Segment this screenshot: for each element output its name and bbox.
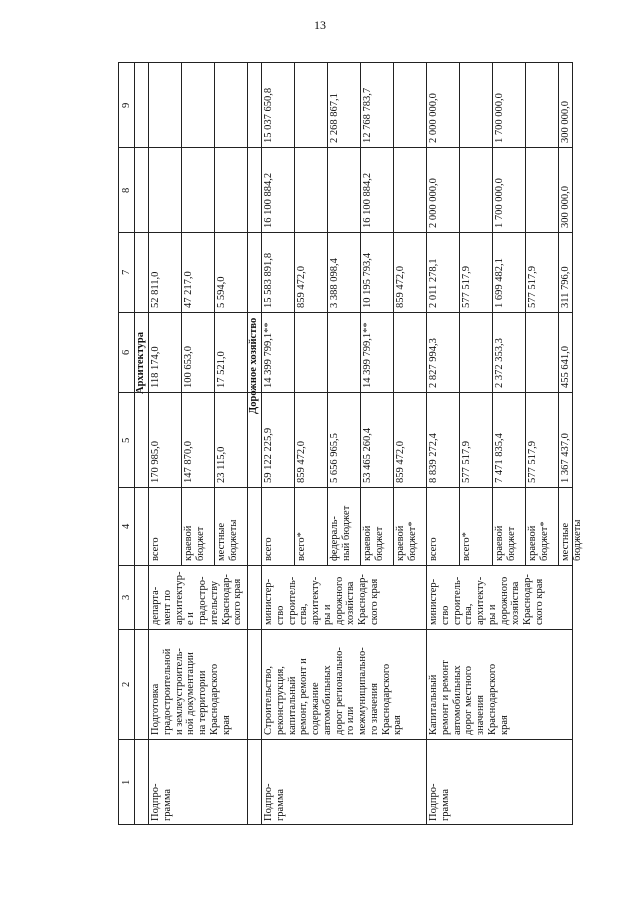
cell-c7: 47 217,0 (183, 271, 194, 308)
cell-c7: 2 011 278,1 (428, 258, 439, 308)
cell-c7: 577 517,9 (461, 266, 472, 308)
column-header-8: 8 (121, 187, 132, 193)
row-col1: Подпро- грамма (428, 783, 451, 821)
cell-c6: 14 399 799,1** (263, 322, 274, 388)
cell-c9: 15 037 650,8 (263, 87, 274, 143)
row-col2: Капитальный ремонт и ремонт автомобильных дорог местного значения Краснодарского края (428, 660, 510, 735)
sub-row-divider (327, 62, 328, 565)
cell-c5: 147 870,0 (183, 441, 194, 483)
column-header-7: 7 (121, 269, 132, 275)
column-header-6: 6 (121, 349, 132, 355)
cell-c5: 5 656 965,5 (329, 433, 340, 483)
cell-c9: 2 268 867,1 (329, 93, 340, 143)
sub-row-divider (294, 62, 295, 565)
section-title: Дорожное хозяйство (248, 317, 259, 414)
sub-row-divider (492, 62, 493, 565)
column-divider (118, 232, 573, 233)
cell-c4: всего* (461, 532, 472, 561)
column-header-9: 9 (121, 102, 132, 108)
cell-c7: 859 472,0 (296, 266, 307, 308)
cell-c7: 10 195 793,4 (362, 252, 373, 308)
section-divider (148, 62, 149, 825)
cell-c7: 15 583 891,8 (263, 252, 274, 308)
sub-row-divider (459, 62, 460, 565)
cell-c8: 16 100 884,2 (362, 172, 373, 228)
cell-c8: 2 000 000,0 (428, 178, 439, 228)
row-col3: департа- мент по архитектур- е и градостро- ительству Краснодар- ского края (150, 571, 244, 625)
row-col3: министер- ство строитель- ства, архитекту- ры и дорожного хозяйства Краснодар- ского края (428, 574, 545, 625)
cell-c8: 16 100 884,2 (263, 172, 274, 228)
sub-row-divider (360, 62, 361, 565)
cell-c4: местные бюджеты (560, 519, 583, 561)
cell-c5: 53 465 260,4 (362, 427, 373, 483)
row-col3: министер- ство строитель- ства, архитекту- ры и дорожного хозяйства Краснодар- ского края (263, 574, 380, 625)
cell-c4: федераль- ный бюджет (329, 505, 352, 561)
column-divider (118, 487, 573, 488)
cell-c6: 2 827 994,3 (428, 338, 439, 388)
column-header-1: 1 (121, 779, 132, 785)
cell-c4: всего (428, 537, 439, 561)
cell-c4: краевой бюджет (362, 525, 385, 561)
column-header-5: 5 (121, 437, 132, 443)
cell-c6: 2 372 353,3 (494, 338, 505, 388)
row-divider (247, 62, 248, 825)
cell-c5: 8 839 272,4 (428, 433, 439, 483)
cell-c7: 52 811,0 (150, 271, 161, 308)
column-divider (118, 739, 573, 740)
section-divider (261, 62, 262, 825)
cell-c4: всего* (296, 532, 307, 561)
cell-c4: краевой бюджет* (527, 521, 550, 561)
cell-c7: 3 388 098,4 (329, 258, 340, 308)
cell-c7: 859 472,0 (395, 266, 406, 308)
cell-c6: 455 641,0 (560, 346, 571, 388)
cell-c8: 300 000,0 (560, 186, 571, 228)
cell-c5: 859 472,0 (395, 441, 406, 483)
row-col2: Строительство, реконструкция, капитальный ремонт, ремонт и содержание автомобильных дорог регионально- го или межмуниципально- го значения Краснодарского края (263, 647, 404, 735)
sub-row-divider (558, 62, 559, 565)
cell-c5: 1 367 437,0 (560, 433, 571, 483)
cell-c9: 12 768 783,7 (362, 87, 373, 143)
cell-c6: 118 174,0 (150, 346, 161, 388)
sub-row-divider (393, 62, 394, 565)
cell-c4: краевой бюджет* (395, 521, 418, 561)
row-col2: Подготовка градостроительной и землеустроитель- ной документации на территории Краснодарского края (150, 648, 232, 735)
header-divider (134, 62, 135, 825)
column-header-2: 2 (121, 681, 132, 687)
row-col1: Подпро- грамма (150, 783, 173, 821)
column-divider (118, 392, 573, 393)
column-divider (118, 565, 573, 566)
cell-c4: всего (263, 537, 274, 561)
cell-c4: местные бюджеты (216, 519, 239, 561)
cell-c7: 5 594,0 (216, 276, 227, 308)
cell-c7: 311 796,0 (560, 266, 571, 308)
cell-c4: краевой бюджет (494, 525, 517, 561)
page-number: 13 (314, 18, 326, 32)
cell-c7: 577 517,9 (527, 266, 538, 308)
cell-c6: 100 653,0 (183, 346, 194, 388)
section-title: Архитектура (135, 331, 146, 394)
cell-c5: 23 115,0 (216, 446, 227, 483)
row-col1: Подпро- грамма (263, 783, 286, 821)
column-divider (118, 147, 573, 148)
column-divider (118, 312, 573, 313)
cell-c5: 59 122 225,9 (263, 427, 274, 483)
cell-c7: 1 699 482,1 (494, 258, 505, 308)
cell-c4: всего (150, 537, 161, 561)
sub-row-divider (214, 62, 215, 565)
cell-c5: 859 472,0 (296, 441, 307, 483)
cell-c5: 170 985,0 (150, 441, 161, 483)
column-header-4: 4 (121, 523, 132, 529)
cell-c5: 7 471 835,4 (494, 433, 505, 483)
cell-c9: 300 000,0 (560, 101, 571, 143)
cell-c4: краевой бюджет (183, 525, 206, 561)
cell-c8: 1 700 000,0 (494, 178, 505, 228)
cell-c5: 577 517,9 (461, 441, 472, 483)
cell-c6: 14 399 799,1** (362, 322, 373, 388)
cell-c9: 2 000 000,0 (428, 93, 439, 143)
budget-table (118, 62, 583, 825)
sub-row-divider (525, 62, 526, 565)
sub-row-divider (181, 62, 182, 565)
cell-c6: 17 521,0 (216, 351, 227, 388)
column-header-3: 3 (121, 594, 132, 600)
cell-c5: 577 517,9 (527, 441, 538, 483)
column-divider (118, 629, 573, 630)
cell-c9: 1 700 000,0 (494, 93, 505, 143)
row-divider (426, 62, 427, 825)
